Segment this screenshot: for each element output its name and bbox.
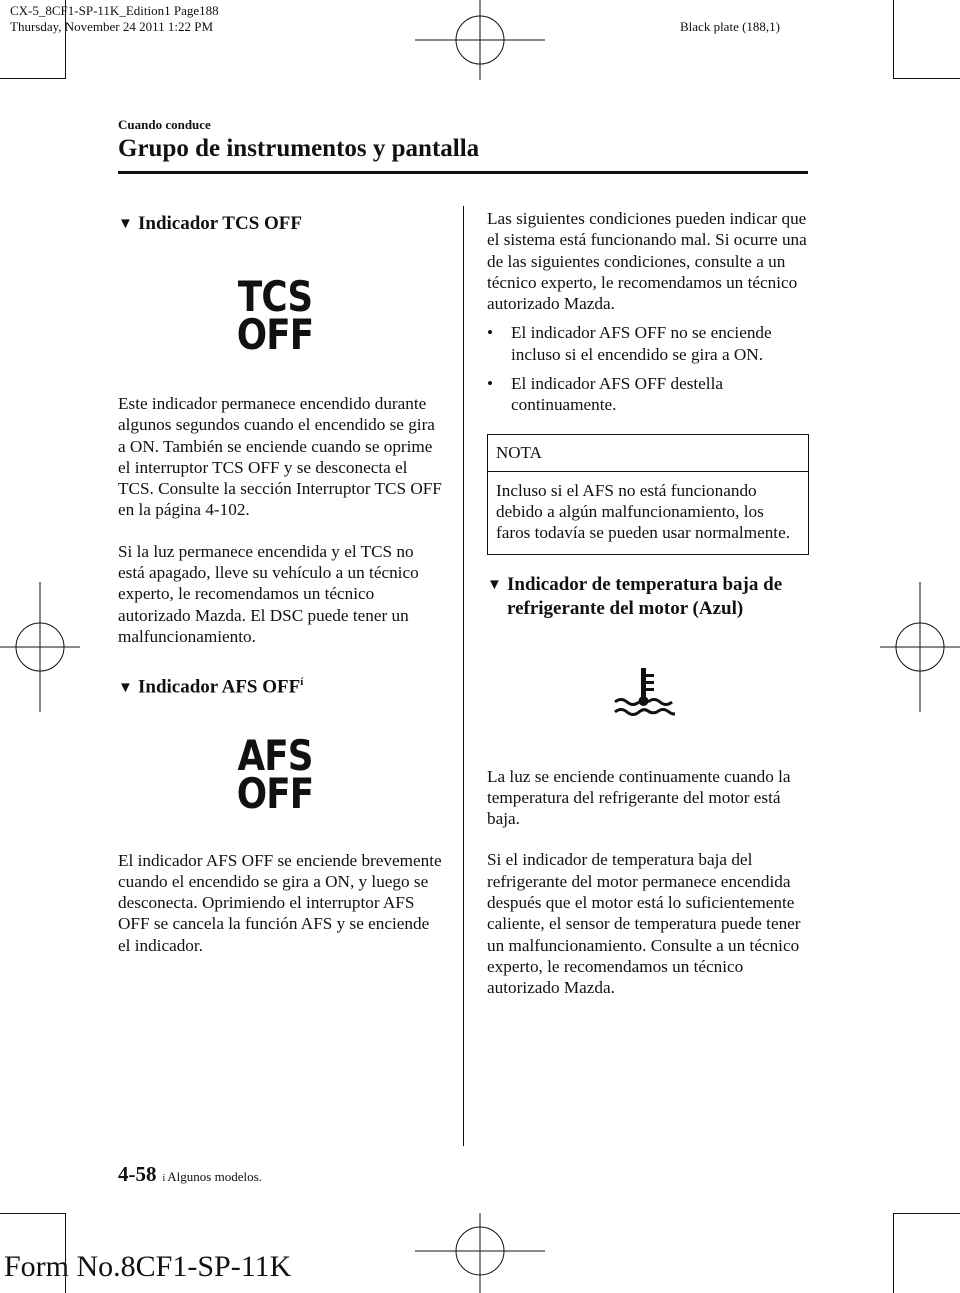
registration-mark-left bbox=[0, 582, 80, 712]
title-rule bbox=[118, 171, 808, 174]
crop-mark bbox=[893, 78, 960, 79]
temp-heading-line1: Indicador de temperatura baja de bbox=[507, 573, 783, 595]
afs-paragraph-1: El indicador AFS OFF se enciende brevemente cuando el encendido se gira a ON, y luego se desconecta. Oprimiendo el interruptor AFS OFF se cancela la función AFS y se enciende el indicador. bbox=[118, 850, 442, 955]
note-title: NOTA bbox=[488, 435, 808, 472]
file-info-line2: Thursday, November 24 2011 1:22 PM bbox=[10, 19, 214, 34]
crop-mark bbox=[893, 1213, 960, 1214]
list-item-text: El indicador AFS OFF no se enciende incluso si el encendido se gira a ON. bbox=[511, 323, 772, 364]
bullet-icon: • bbox=[487, 323, 494, 343]
list-item-text: El indicador AFS OFF destella continuamente. bbox=[511, 374, 723, 415]
crop-mark bbox=[893, 1213, 894, 1293]
note-box bbox=[487, 434, 809, 555]
tcs-heading bbox=[118, 212, 443, 236]
list-item bbox=[487, 322, 809, 365]
footer-star: í bbox=[162, 1173, 166, 1184]
triangle-icon: ▼ bbox=[118, 679, 133, 696]
afs-intro: Las siguientes condiciones pueden indicar que el sistema está funcionando mal. Si ocurre una de las siguientes condiciones, consulte a un técnico experto, le recomendamos un técnico autorizado Mazda. bbox=[487, 209, 807, 314]
list-item bbox=[487, 373, 809, 416]
afs-heading-text: Indicador AFS OFF bbox=[138, 676, 301, 698]
note-body: Incluso si el AFS no está funcionando debido a algún malfuncionamiento, los faros todavía se pueden usar normalmente. bbox=[496, 480, 790, 543]
page-number: 4-58 bbox=[118, 1162, 157, 1186]
tcs-heading-text: Indicador TCS OFF bbox=[138, 213, 303, 234]
triangle-icon: ▼ bbox=[487, 576, 502, 593]
file-info bbox=[10, 3, 219, 35]
afs-icon-line2: OFF bbox=[237, 768, 314, 818]
temp-paragraph-2: Si el indicador de temperatura baja del refrigerante del motor permanece encendida después que el motor está lo suficientemente caliente, el sensor de temperatura puede tener un malfuncionamiento. Consulte a un técnico experto, le recomendamos un técnico autorizado Mazda. bbox=[487, 850, 801, 998]
crop-mark bbox=[0, 78, 66, 79]
plate-label: Black plate (188,1) bbox=[680, 19, 780, 34]
right-column bbox=[487, 209, 809, 999]
form-number: Form No.8CF1-SP-11K bbox=[4, 1250, 292, 1283]
tcs-icon-line1: TCS bbox=[238, 272, 313, 321]
bullet-icon: • bbox=[487, 374, 494, 394]
temp-paragraph-1: La luz se enciende continuamente cuando la temperatura del refrigerante del motor está baja. bbox=[487, 766, 791, 829]
crop-mark bbox=[893, 0, 894, 78]
temp-heading bbox=[487, 573, 809, 621]
registration-mark-bottom bbox=[415, 1213, 545, 1293]
temp-heading-line2: refrigerante del motor (Azul) bbox=[507, 597, 744, 619]
tcs-paragraph-1: Este indicador permanece encendido durante algunos segundos cuando el encendido se gira a ON. También se enciende cuando se oprime el interruptor TCS OFF y se desconecta el TCS. Consulte la sección Interruptor TCS OFF en la página 4-102. bbox=[118, 394, 442, 520]
tcs-paragraph-2: Si la luz permanece encendida y el TCS no está apagado, lleve su vehículo a un técnico experto, le recomendamos un técnico autorizado Mazda. El DSC puede tener un malfuncionamiento. bbox=[118, 541, 419, 646]
page-title: Grupo de instrumentos y pantalla bbox=[118, 135, 480, 162]
afs-heading bbox=[118, 670, 443, 699]
afs-off-icon bbox=[108, 700, 443, 850]
triangle-icon: ▼ bbox=[118, 216, 133, 232]
left-column bbox=[118, 212, 443, 956]
registration-mark-top bbox=[415, 0, 545, 80]
tcs-off-icon bbox=[108, 236, 443, 396]
afs-icon-line1: AFS bbox=[237, 730, 314, 780]
afs-star: í bbox=[300, 676, 304, 689]
crop-mark bbox=[0, 1213, 66, 1214]
footer-note: Algunos modelos. bbox=[167, 1169, 262, 1184]
registration-mark-right bbox=[880, 582, 960, 712]
file-info-line1: CX-5_8CF1-SP-11K_Edition1 Page188 bbox=[10, 3, 219, 18]
tcs-icon-line2: OFF bbox=[237, 310, 314, 359]
section-label: Cuando conduce bbox=[118, 117, 211, 132]
thermometer-icon bbox=[611, 666, 675, 720]
coolant-temperature-icon bbox=[477, 621, 809, 766]
page-footer bbox=[118, 1162, 262, 1187]
column-divider bbox=[463, 206, 464, 1146]
